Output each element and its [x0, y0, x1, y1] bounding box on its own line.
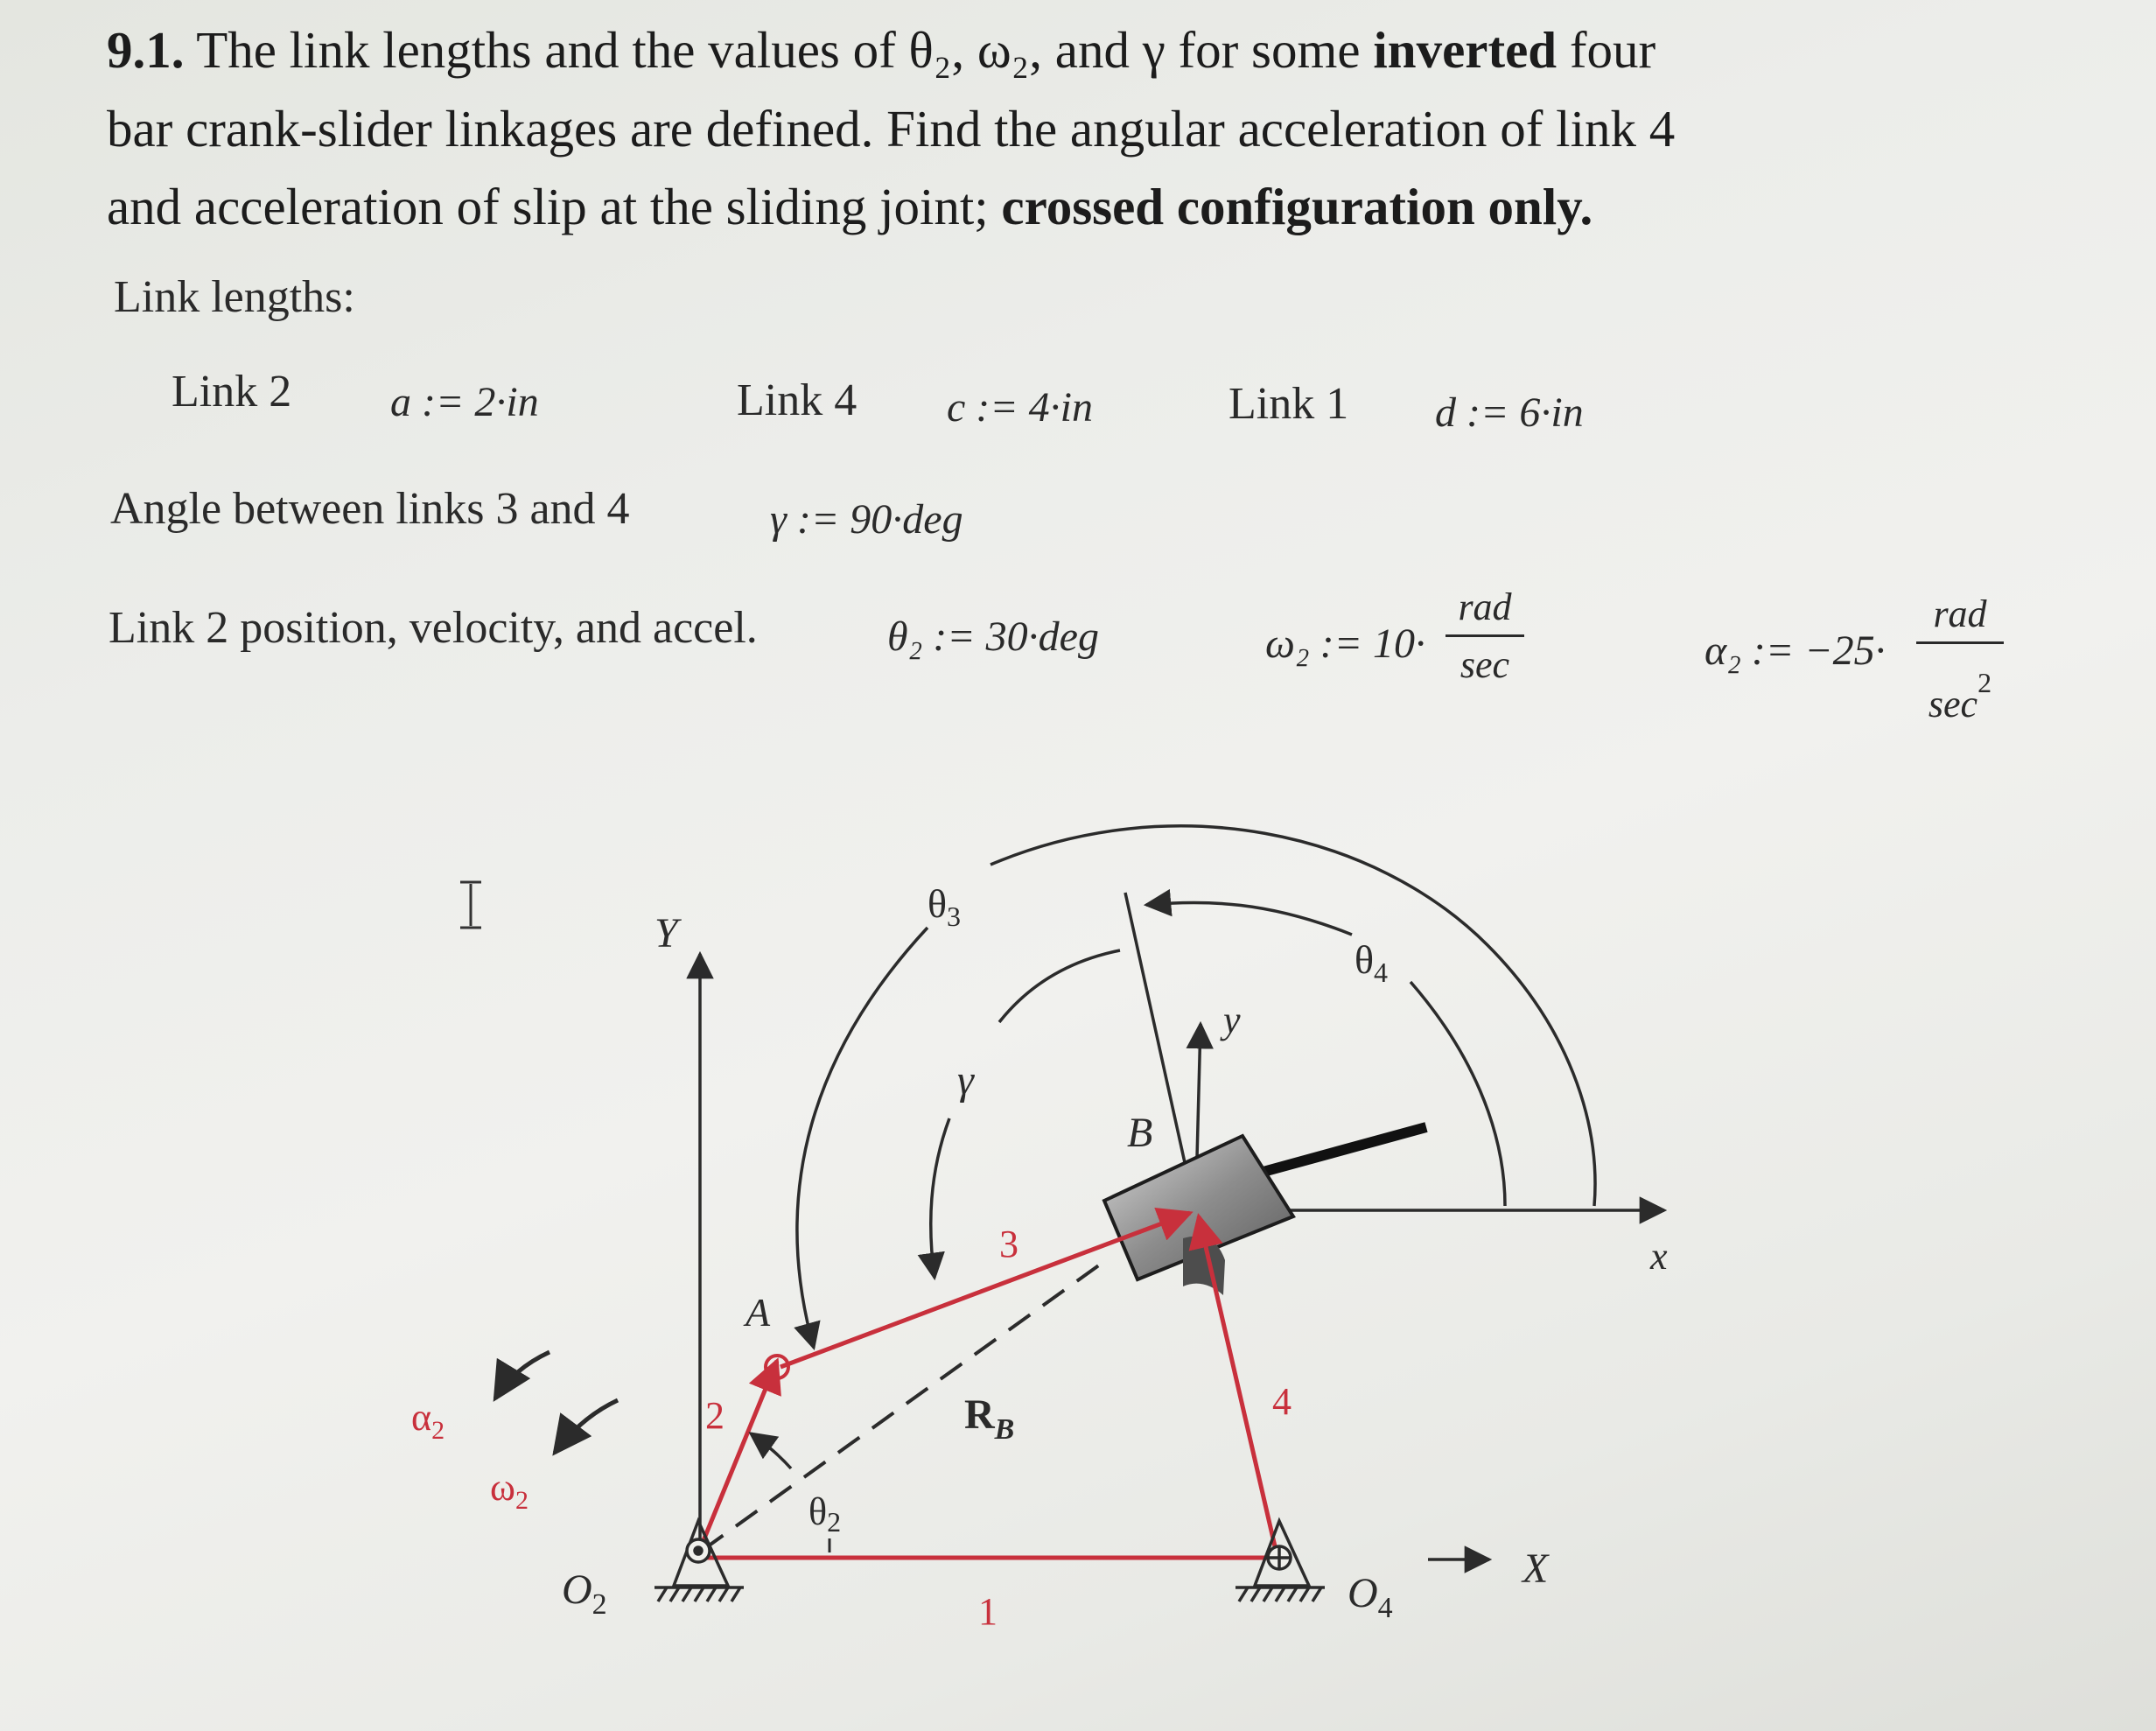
alpha2-unit-num: rad	[1933, 592, 1987, 635]
slider-rod	[1260, 1127, 1426, 1173]
label-B: B	[1127, 1110, 1153, 1156]
label-alpha2: $\alpha_2$	[411, 1396, 445, 1445]
problem-line-2: bar crank-slider linkages are defined. Find the angular acceleration of link 4	[107, 100, 1676, 158]
label-A: A	[746, 1290, 771, 1335]
alpha2-prefix: α₂ := −25·	[1704, 627, 1886, 674]
alpha2-unit-den: sec	[1928, 683, 1978, 725]
link4-label: Link 4	[737, 375, 858, 425]
link3	[780, 1213, 1190, 1367]
label-Y: Y	[654, 910, 678, 957]
label-link3: 3	[999, 1223, 1018, 1265]
omega2-unit-den: sec	[1460, 643, 1510, 686]
motion-label: Link 2 position, velocity, and accel.	[108, 603, 758, 653]
link2-label: Link 2	[172, 367, 292, 417]
theta2-value: θ₂ := 30·deg	[887, 613, 1099, 660]
theta2-arc	[751, 1433, 791, 1468]
link2	[700, 1361, 777, 1549]
label-X: X	[1522, 1545, 1549, 1592]
problem-number: 9.1.	[107, 21, 185, 79]
theta4-arrow-arc	[1146, 902, 1352, 935]
label-omega2: $\omega_2$	[490, 1466, 528, 1515]
omega2-arrow	[555, 1400, 618, 1453]
problem-text-3b: crossed configuration only.	[1001, 178, 1593, 235]
label-link2: 2	[705, 1394, 724, 1437]
link4	[1199, 1216, 1278, 1558]
problem-text-1b: inverted	[1373, 21, 1558, 79]
text-cursor-icon	[460, 882, 481, 928]
label-O2: $O_2$	[562, 1566, 607, 1621]
label-O4: $O_4$	[1348, 1570, 1393, 1624]
label-link1: 1	[978, 1590, 998, 1633]
label-theta2: θ2	[808, 1490, 842, 1538]
gamma-arc-top	[999, 950, 1120, 1022]
alpha2-unit-exp: 2	[1978, 667, 1992, 698]
ground-pivot-o4	[1236, 1521, 1325, 1601]
theta3-arc	[797, 928, 928, 1348]
link-lengths-heading: Link lengths:	[114, 272, 355, 322]
link1-label: Link 1	[1228, 379, 1349, 429]
angle-label: Angle between links 3 and 4	[110, 484, 630, 534]
problem-text-1a: The link lengths and the values of θ₂, ω₂, and γ for some	[196, 21, 1374, 79]
label-theta4: $\theta_4$	[1354, 937, 1389, 988]
theta4-inner-arc	[1410, 982, 1505, 1206]
problem-text-1c: four	[1557, 21, 1656, 79]
label-link4: 4	[1272, 1380, 1292, 1423]
omega2-prefix: ω₂ := 10·	[1265, 620, 1425, 667]
label-RB: $R_B$	[964, 1391, 1015, 1446]
alpha2-arrow	[495, 1352, 550, 1398]
link1-value: d := 6·in	[1435, 389, 1584, 436]
gamma-arc	[931, 1118, 949, 1278]
link2-value: a := 2·in	[390, 379, 539, 425]
problem-text-3a: and acceleration of slip at the sliding joint;	[107, 178, 1002, 235]
theta4-arc	[990, 826, 1595, 1206]
link4-value: c := 4·in	[947, 384, 1094, 431]
gamma-value: γ := 90·deg	[770, 496, 963, 543]
label-y-local: y	[1223, 999, 1241, 1041]
label-x-local: x	[1650, 1235, 1668, 1278]
label-gamma: γ	[957, 1057, 974, 1104]
omega2-unit-num: rad	[1458, 585, 1512, 628]
label-theta3: $\theta_3$	[928, 881, 962, 932]
